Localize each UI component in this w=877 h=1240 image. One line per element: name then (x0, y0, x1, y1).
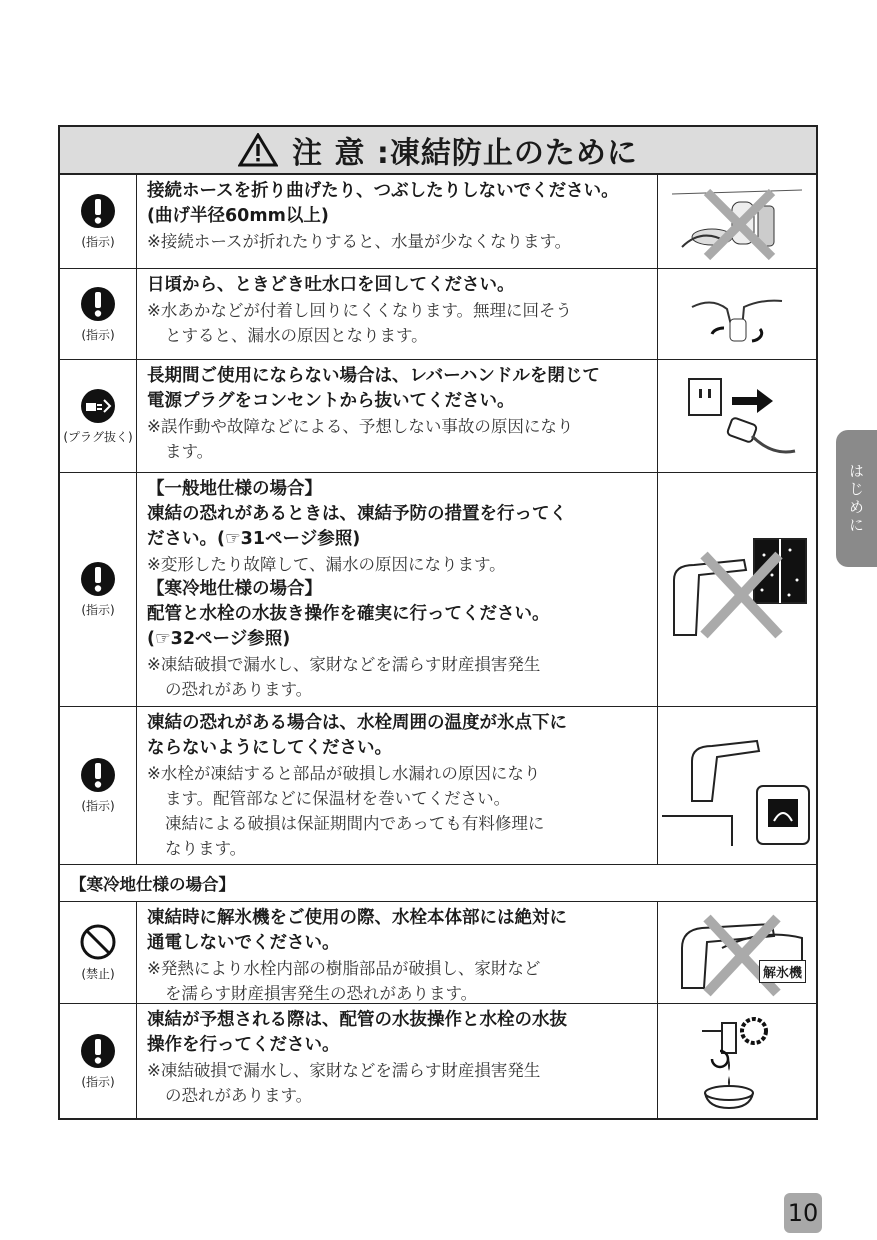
row-text (137, 175, 657, 268)
row-text (137, 707, 657, 864)
bold-text: 接続ホースを折り曲げたり、つぶしたりしないでください。 (147, 181, 619, 201)
bold-text: ならないようにしてください。 (147, 738, 392, 758)
section-side-tab[interactable] (836, 430, 877, 567)
instruction-mark (60, 707, 137, 864)
mark-label: (禁止) (81, 967, 115, 981)
bold-text: 凍結が予想される際は、配管の水抜操作と水栓の水抜 (147, 1010, 567, 1030)
prohibition-icon (79, 923, 117, 961)
bold-text: (曲げ半径60mm以上) (147, 206, 329, 226)
exclamation-icon (80, 757, 116, 793)
drain-illustration (657, 1004, 816, 1118)
section-heading: 【寒冷地仕様の場合】 (147, 579, 322, 599)
instruction-mark (60, 473, 137, 706)
note-text: ※凍結破損で漏水し、家財などを濡らす財産損害発生 (147, 1061, 541, 1080)
row-text (137, 473, 657, 706)
bold-text: 日頃から、ときどき吐水口を回してください。 (147, 275, 515, 295)
mark-label: (指示) (81, 603, 115, 617)
note-text: ※接続ホースが折れたりすると、水量が少なくなります。 (147, 232, 572, 251)
exclamation-icon (80, 286, 116, 322)
note-text: なります。 (165, 839, 247, 858)
exclamation-icon (80, 193, 116, 229)
note-text: ※水あかなどが付着し回りにくくなります。無理に回そう (147, 301, 573, 320)
bold-text: 電源プラグをコンセントから抜いてください。 (147, 391, 515, 411)
mark-label: (指示) (81, 327, 115, 342)
caution-row-hose (60, 175, 816, 269)
caution-title-bar (60, 127, 816, 175)
page-number: 10 (784, 1193, 822, 1233)
caution-row-spout (60, 269, 816, 360)
exclamation-icon (80, 561, 116, 597)
note-text: ます。 (165, 442, 214, 461)
heater-illustration (657, 707, 816, 864)
cold-region-subheader: 【寒冷地仕様の場合】 (60, 865, 816, 902)
unplug-mark (60, 360, 137, 472)
note-text: ※凍結破損で漏水し、家財などを濡らす財産損害発生 (147, 655, 541, 674)
bold-text: 通電しないでください。 (147, 933, 340, 953)
caution-row-drain (60, 1004, 816, 1118)
prohibition-mark (60, 902, 137, 1003)
exclamation-icon (80, 1033, 116, 1069)
note-text: ※誤作動や故障などによる、予想しない事故の原因になり (147, 417, 574, 436)
plug-illustration (657, 360, 816, 472)
spout-illustration (657, 269, 816, 359)
unplug-icon (80, 388, 116, 424)
side-tab-label: はじめに (847, 462, 865, 535)
note-text: とすると、漏水の原因となります。 (165, 326, 428, 345)
warning-triangle-icon (238, 133, 278, 167)
note-text: ます。配管部などに保温材を巻いてください。 (165, 789, 511, 808)
mark-label: (指示) (81, 799, 115, 813)
row-text (137, 269, 657, 359)
note-text: を濡らす財産損害発生の恐れがあります。 (165, 984, 478, 1003)
caution-title: 注 意 :凍結防止のために (292, 136, 638, 171)
note-text: の恐れがあります。 (165, 1086, 313, 1105)
caution-row-freeze-prevention (60, 473, 816, 707)
section-heading: 【一般地仕様の場合】 (147, 479, 322, 499)
mark-label: (指示) (81, 235, 115, 249)
bold-text: 配管と水栓の水抜き操作を確実に行ってください。 (147, 604, 550, 624)
hose-illustration (657, 175, 816, 268)
row-text (137, 902, 657, 1003)
caution-row-temperature (60, 707, 816, 865)
mark-label: (プラグ抜く) (63, 429, 133, 444)
instruction-mark (60, 1004, 137, 1118)
bold-text: 操作を行ってください。 (147, 1035, 340, 1055)
bold-text: 凍結の恐れがあるときは、凍結予防の措置を行ってく (147, 504, 567, 524)
note-text: ※水栓が凍結すると部品が破損し水漏れの原因になり (147, 764, 541, 783)
instruction-mark (60, 269, 137, 359)
bold-text: 凍結の恐れがある場合は、水栓周囲の温度が氷点下に (147, 713, 567, 733)
bold-text: 長期間ご使用にならない場合は、レバーハンドルを閉じて (147, 366, 600, 386)
mark-label: (指示) (81, 1074, 115, 1089)
caution-table (58, 125, 818, 1120)
thawer-illustration (657, 902, 816, 1003)
note-text: ※変形したり故障して、漏水の原因になります。 (147, 555, 506, 574)
caution-row-thawer (60, 902, 816, 1004)
bold-text: 凍結時に解氷機をご使用の際、水栓本体部には絶対に (147, 908, 567, 928)
frozen-window-illustration (657, 473, 816, 706)
bold-text: (☞32ページ参照) (147, 629, 291, 649)
row-text (137, 1004, 657, 1118)
note-text: の恐れがあります。 (165, 680, 313, 699)
note-text: 凍結による破損は保証期間内であっても有料修理に (165, 814, 545, 833)
thawer-label: 解氷機 (759, 960, 806, 983)
bold-text: ださい。(☞31ページ参照) (147, 529, 361, 549)
instruction-mark (60, 175, 137, 268)
caution-row-plug (60, 360, 816, 473)
row-text (137, 360, 657, 472)
note-text: ※発熱により水栓内部の樹脂部品が破損し、家財など (147, 959, 541, 978)
